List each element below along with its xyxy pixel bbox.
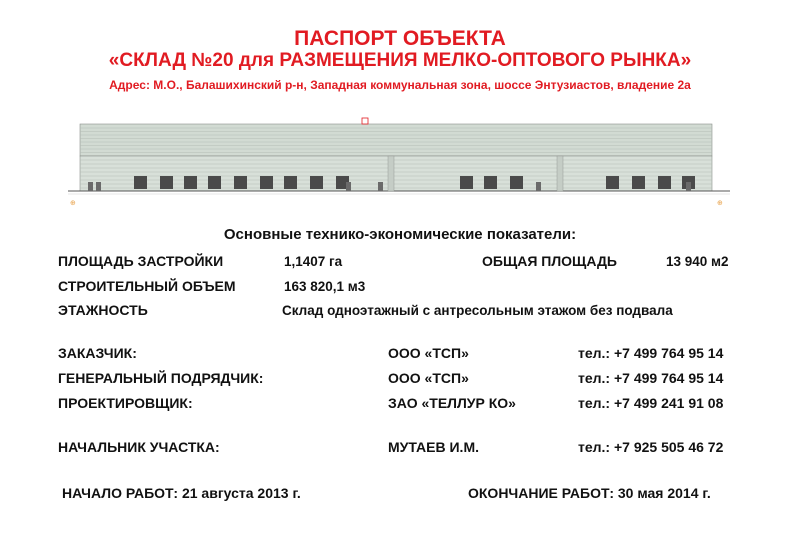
loading-gate	[606, 176, 619, 189]
contractor-role: ГЕНЕРАЛЬНЫЙ ПОДРЯДЧИК:	[58, 370, 264, 386]
indicators-heading: Основные технико-экономические показатели:	[223, 226, 577, 243]
loading-gate	[134, 176, 147, 189]
entry-door	[88, 182, 93, 191]
site-manager-name: МУТАЕВ И.М.	[388, 439, 479, 455]
contractor-org: ООО «ТСП»	[388, 370, 469, 386]
svg-text:⊕: ⊕	[717, 199, 723, 207]
entry-door	[346, 182, 351, 191]
floors-label: ЭТАЖНОСТЬ	[58, 302, 148, 318]
designer-phone: тел.: +7 499 241 91 08	[578, 395, 724, 411]
object-name: «СКЛАД №20 для РАЗМЕЩЕНИЯ МЕЛКО-ОПТОВОГО РЫНКА»	[108, 50, 692, 71]
total-area-label: ОБЩАЯ ПЛОЩАДЬ	[482, 253, 617, 269]
loading-gate	[234, 176, 247, 189]
loading-gate	[160, 176, 173, 189]
loading-gate	[484, 176, 497, 189]
floors-value: Склад одноэтажный с антресольным этажом без подвала	[282, 303, 673, 318]
loading-gate	[658, 176, 671, 189]
loading-gate	[260, 176, 273, 189]
svg-text:⊕: ⊕	[70, 199, 76, 207]
volume-label: СТРОИТЕЛЬНЫЙ ОБЪЕМ	[58, 278, 236, 294]
address-line: Адрес: М.О., Балашихинский р-н, Западная коммунальная зона, шоссе Энтузиастов, владение 2а	[109, 78, 691, 92]
contractor-phone: тел.: +7 499 764 95 14	[578, 370, 724, 386]
site-manager-role: НАЧАЛЬНИК УЧАСТКА:	[58, 439, 220, 455]
page-title: ПАСПОРТ ОБЪЕКТА	[294, 27, 506, 50]
designer-org: ЗАО «ТЕЛЛУР КО»	[388, 395, 516, 411]
entry-door	[378, 182, 383, 191]
loading-gate	[460, 176, 473, 189]
loading-gate	[184, 176, 197, 189]
total-area-value: 13 940 м2	[666, 254, 729, 269]
customer-org: ООО «ТСП»	[388, 345, 469, 361]
designer-role: ПРОЕКТИРОВЩИК:	[58, 395, 193, 411]
entry-door	[536, 182, 541, 191]
start-date: НАЧАЛО РАБОТ: 21 августа 2013 г.	[62, 485, 301, 501]
loading-gate	[284, 176, 297, 189]
built-area-value: 1,1407 га	[284, 254, 343, 269]
volume-value: 163 820,1 м3	[284, 279, 366, 294]
customer-phone: тел.: +7 499 764 95 14	[578, 345, 724, 361]
loading-gate	[208, 176, 221, 189]
end-date: ОКОНЧАНИЕ РАБОТ: 30 мая 2014 г.	[468, 485, 711, 501]
site-manager-phone: тел.: +7 925 505 46 72	[578, 439, 724, 455]
entry-door	[686, 182, 691, 191]
customer-role: ЗАКАЗЧИК:	[58, 345, 137, 361]
entry-door	[96, 182, 101, 191]
built-area-label: ПЛОЩАДЬ ЗАСТРОЙКИ	[58, 253, 224, 269]
building-facade-drawing	[66, 110, 732, 210]
loading-gate	[310, 176, 323, 189]
loading-gate	[632, 176, 645, 189]
loading-gate	[510, 176, 523, 189]
